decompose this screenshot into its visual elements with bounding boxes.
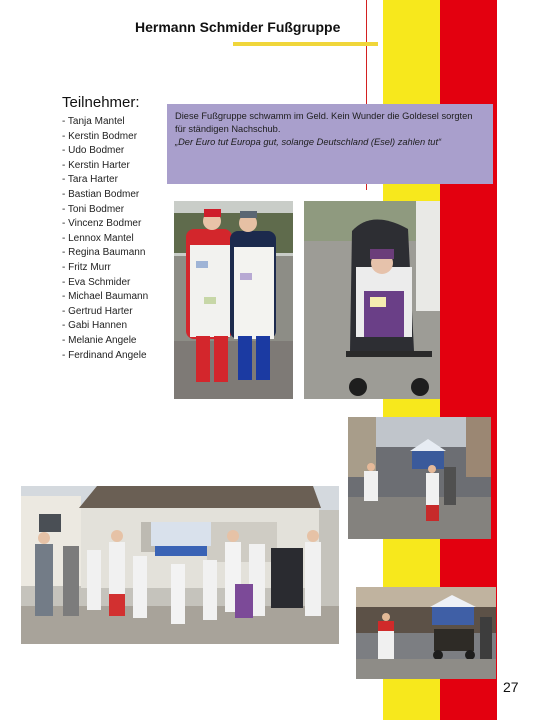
list-item: - Michael Baumann — [62, 291, 149, 303]
list-item: - Tanja Mantel — [62, 116, 125, 127]
photo-group-house — [21, 486, 339, 644]
photo-child-stroller — [304, 201, 440, 399]
title-underline — [233, 42, 378, 46]
list-item: - Kerstin Harter — [62, 159, 130, 171]
list-item: - Regina Baumann — [62, 247, 146, 259]
participants-list — [62, 115, 148, 363]
list-item: - Melanie Angele — [62, 334, 137, 346]
list-item: - Gertrud Harter — [62, 305, 133, 317]
caption-text: Diese Fußgruppe schwamm im Geld. Kein Wunder die Goldesel sorgten für ständigen Nachschub. — [175, 111, 473, 134]
photo-parade-wagon — [356, 587, 496, 679]
photo-two-women — [174, 201, 293, 399]
page-title: Hermann Schmider Fußgruppe — [135, 19, 341, 35]
list-item: - Kerstin Bodmer — [62, 130, 138, 142]
participants-heading: Teilnehmer: — [62, 94, 140, 111]
caption-box — [167, 104, 493, 184]
list-item: - Vincenz Bodmer — [62, 218, 142, 230]
list-item: - Lennox Mantel — [62, 232, 134, 244]
list-item: - Ferdinand Angele — [62, 349, 147, 361]
list-item: - Eva Schmider — [62, 276, 131, 288]
list-item: - Gabi Hannen — [62, 320, 128, 332]
list-item: - Toni Bodmer — [62, 203, 125, 215]
list-item: - Bastian Bodmer — [62, 188, 140, 200]
list-item: - Tara Harter — [62, 174, 118, 186]
page-number: 27 — [503, 679, 519, 695]
caption-quote: „Der Euro tut Europa gut, solange Deutschland (Esel) zahlen tut“ — [175, 137, 442, 147]
list-item: - Udo Bodmer — [62, 145, 125, 157]
list-item: - Fritz Murr — [62, 261, 111, 273]
photo-parade-street — [348, 417, 491, 539]
